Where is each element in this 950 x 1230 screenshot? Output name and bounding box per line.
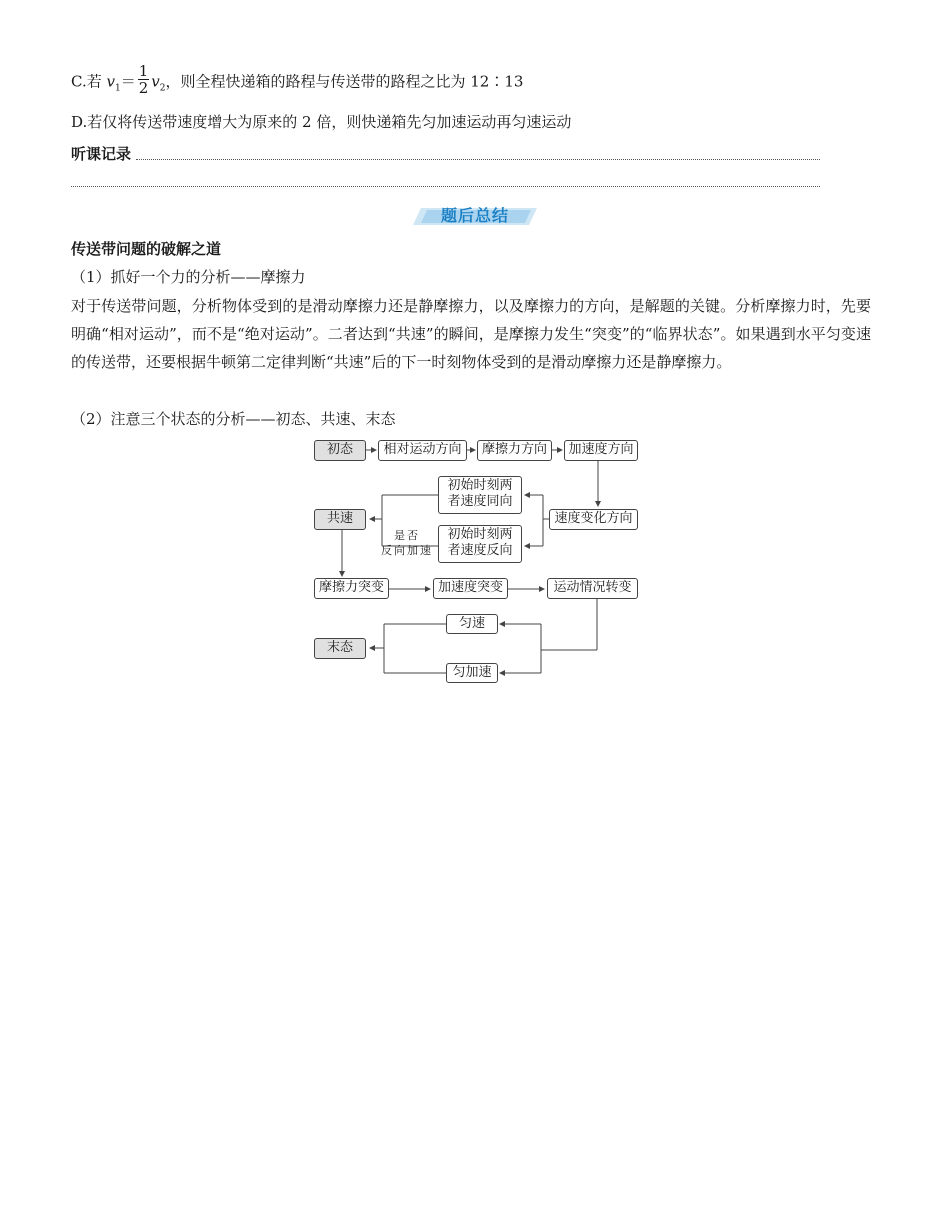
node-same-direction <box>438 476 522 514</box>
opposite-direction-line-1: 初始时刻两 <box>447 527 513 542</box>
option-c <box>71 62 524 99</box>
opposite-direction-line-2: 者速度反向 <box>447 543 513 558</box>
node-uniform-acceleration: 匀加速 <box>446 663 498 683</box>
v1-subscript: 1 <box>114 83 121 94</box>
fraction-denominator: 2 <box>138 79 149 97</box>
node-motion-change: 运动情况转变 <box>547 578 638 599</box>
node-speed-change: 速度变化方向 <box>549 509 638 530</box>
node-relative-motion: 相对运动方向 <box>378 440 467 461</box>
node-opposite-direction <box>438 525 522 563</box>
node-final-state: 末态 <box>314 638 366 659</box>
section-heading: 传送带问题的破解之道 <box>71 240 222 258</box>
option-d: D.若仅将传送带速度增大为原来的 2 倍，则快递箱先匀加速运动再匀速运动 <box>71 113 572 131</box>
question-line-1: 是否 <box>394 529 420 542</box>
node-common-speed: 共速 <box>314 509 366 530</box>
same-direction-line-2: 者速度同向 <box>447 494 513 509</box>
point-2-title: （2）注意三个状态的分析——初态、共速、末态 <box>71 410 396 428</box>
flowchart <box>300 432 650 692</box>
node-friction-jump: 摩擦力突变 <box>314 578 389 599</box>
question-note <box>376 528 438 558</box>
same-direction-line-1: 初始时刻两 <box>447 478 513 493</box>
v2-subscript: 2 <box>159 83 166 94</box>
record-line-2[interactable] <box>71 186 820 187</box>
node-initial-state: 初态 <box>314 440 366 461</box>
point-1-paragraph: 对于传送带问题，分析物体受到的是滑动摩擦力还是静摩擦力，以及摩擦力的方向，是解题的关键。分析摩擦力时，先要明确“相对运动”，而不是“绝对运动”。二者达到“共速”的瞬间，是摩擦力发生“突变”的“临界状态”。如果遇到水平匀变速的传送带，还要根据牛顿第二定律判断“共速”后的下一时刻物体受到的是滑动摩擦力还是静摩擦力。 <box>71 297 871 371</box>
option-c-suffix: ，则全程快递箱的路程与传送带的路程之比为 12∶13 <box>165 72 524 91</box>
fraction-numerator: 1 <box>138 62 149 80</box>
summary-banner: 题后总结 <box>440 206 509 225</box>
fraction-one-half <box>138 63 150 96</box>
node-uniform-speed: 匀速 <box>446 614 498 634</box>
equals-sign: ＝ <box>120 72 136 91</box>
v1-symbol: v <box>106 72 115 91</box>
point-1-title: （1）抓好一个力的分析——摩擦力 <box>71 268 306 286</box>
node-acceleration-jump: 加速度突变 <box>433 578 508 599</box>
record-line-1[interactable] <box>136 159 820 160</box>
node-acceleration-direction: 加速度方向 <box>564 440 638 461</box>
option-c-prefix: C.若 <box>71 72 107 91</box>
v2-symbol: v <box>151 72 160 91</box>
record-label: 听课记录 <box>71 145 132 163</box>
node-friction-direction: 摩擦力方向 <box>477 440 552 461</box>
question-line-2: 反向加速 <box>381 544 433 557</box>
